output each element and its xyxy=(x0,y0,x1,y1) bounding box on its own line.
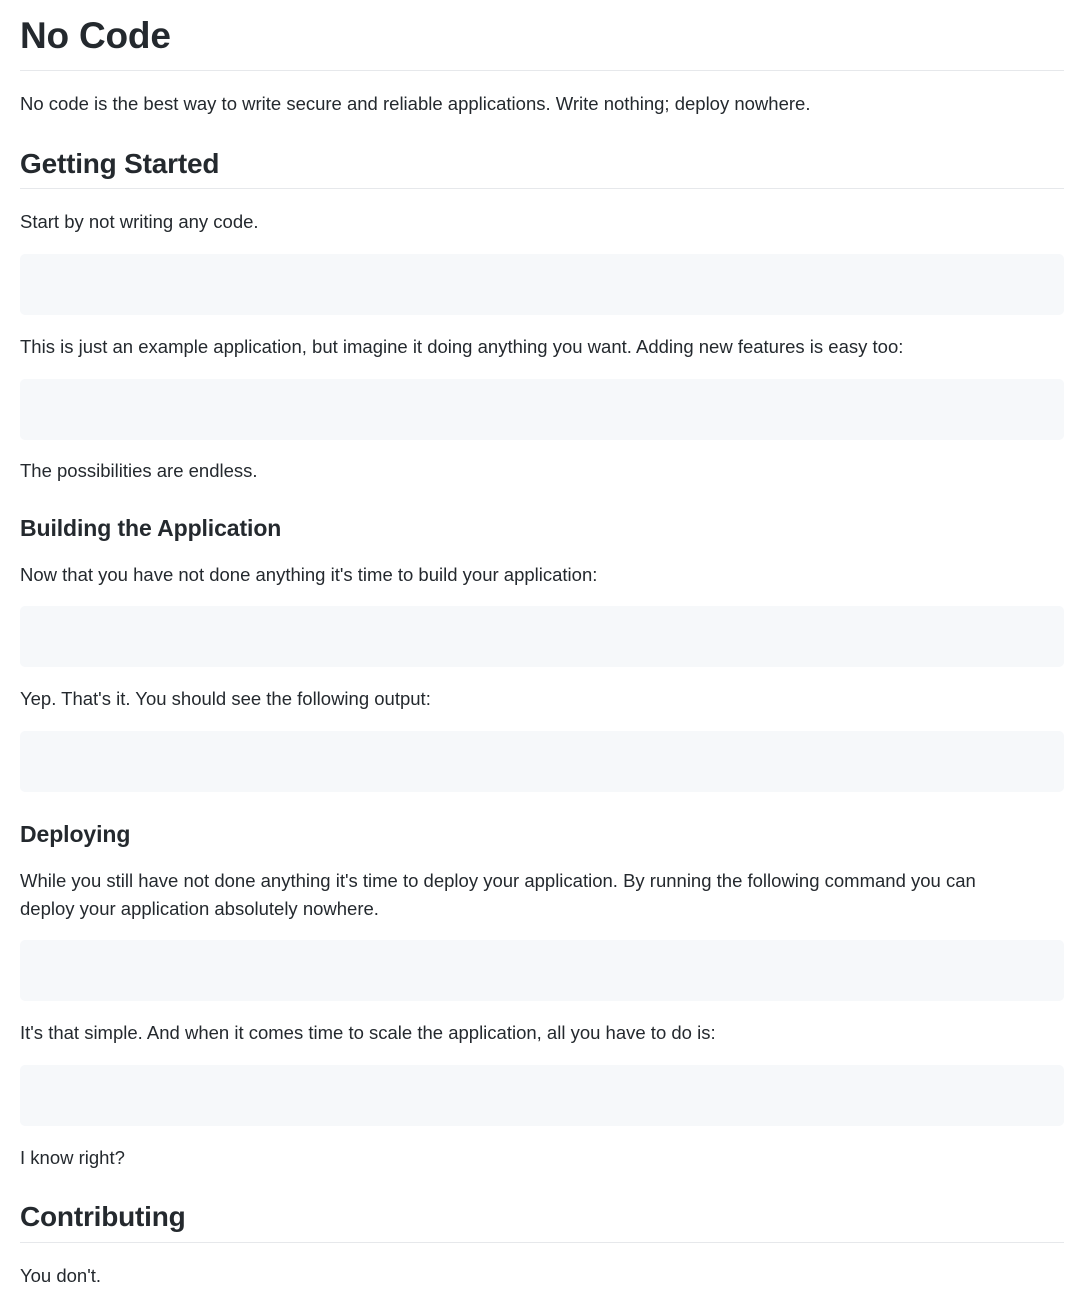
code-block-empty-5 xyxy=(20,940,1064,1001)
intro-paragraph: No code is the best way to write secure and reliable applications. Write nothing; deploy nowhere. xyxy=(20,93,811,114)
contributing-paragraph: You don't. xyxy=(20,1265,102,1286)
page-title: No Code xyxy=(20,15,171,56)
heading-getting-started: Getting Started xyxy=(20,148,220,179)
code-block-empty-3 xyxy=(20,606,1064,667)
building-paragraph-1: Now that you have not done anything it's time to build your application: xyxy=(20,564,598,585)
heading-building-the-application: Building the Application xyxy=(20,515,282,541)
heading-contributing: Contributing xyxy=(20,1201,186,1232)
code-block-empty-6 xyxy=(20,1065,1064,1126)
code-block-empty-4 xyxy=(20,731,1064,792)
deploying-paragraph-2: It's that simple. And when it comes time to scale the application, all you have to do is: xyxy=(20,1022,716,1043)
contributing-divider xyxy=(20,1242,1064,1243)
getting-started-divider xyxy=(20,188,1064,189)
deploying-paragraph-3: I know right? xyxy=(20,1147,125,1168)
getting-started-paragraph-2: This is just an example application, but imagine it doing anything you want. Adding new features is easy too: xyxy=(20,336,904,357)
title-divider xyxy=(20,70,1064,71)
building-paragraph-2: Yep. That's it. You should see the following output: xyxy=(20,688,431,709)
heading-deploying: Deploying xyxy=(20,821,131,847)
getting-started-paragraph-3: The possibilities are endless. xyxy=(20,460,258,481)
deploying-paragraph-1: While you still have not done anything it's time to deploy your application. By running the following command you can deploy your application absolutely nowhere. xyxy=(20,870,976,919)
code-block-empty-2 xyxy=(20,379,1064,440)
getting-started-paragraph-1: Start by not writing any code. xyxy=(20,211,259,232)
code-block-empty-1 xyxy=(20,254,1064,315)
